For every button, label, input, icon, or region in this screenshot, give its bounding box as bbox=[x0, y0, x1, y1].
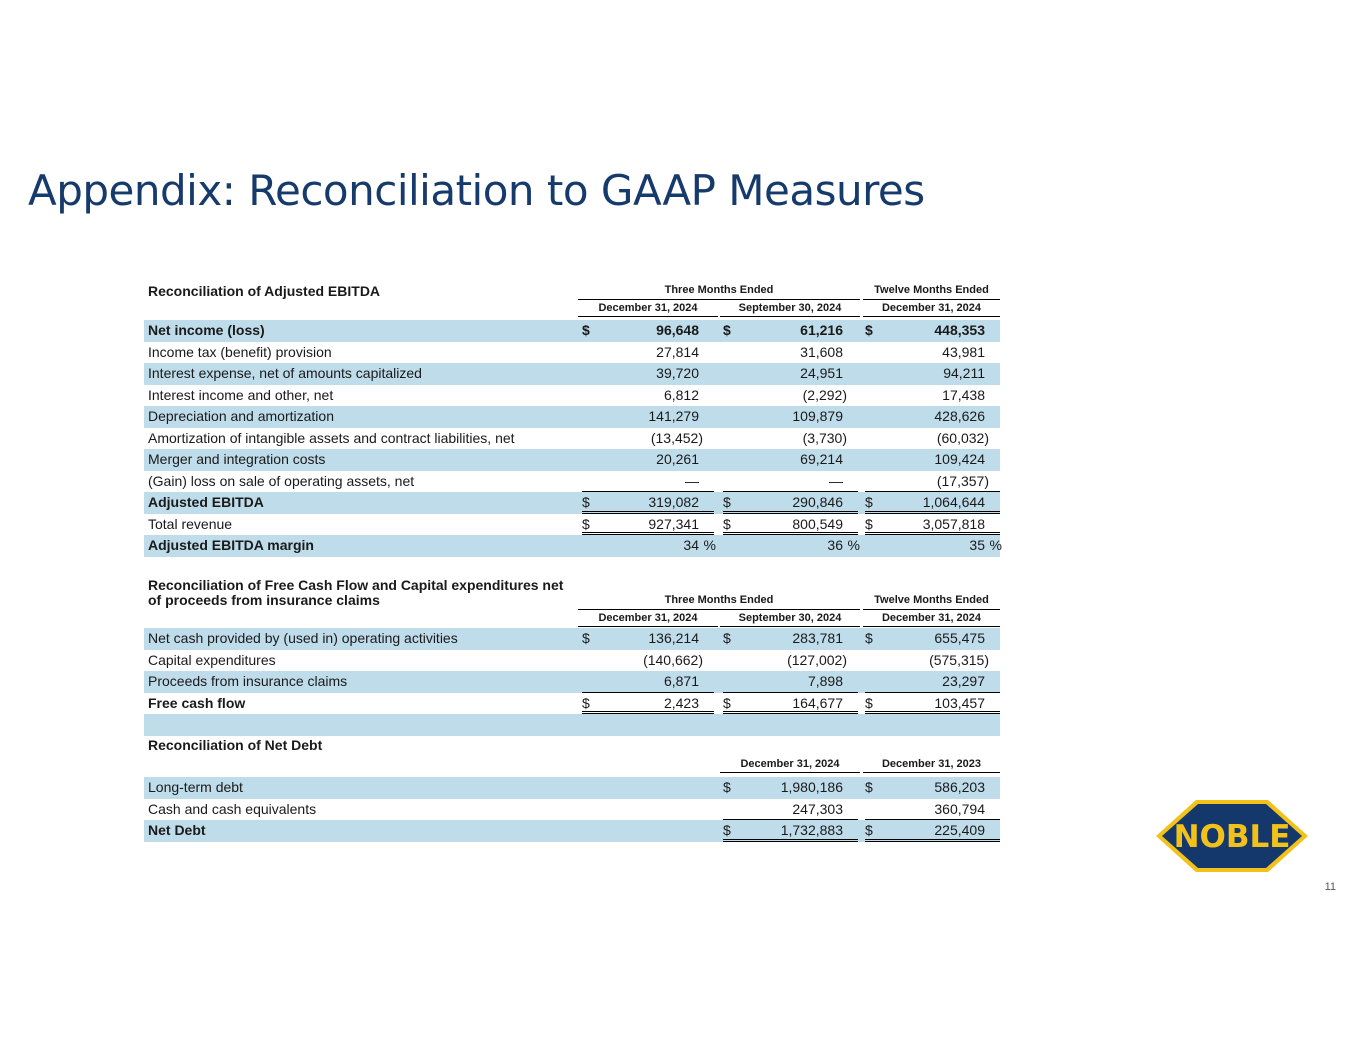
value-cell: — bbox=[685, 472, 699, 489]
table-row bbox=[144, 428, 1000, 450]
value-cell: 247,303 bbox=[792, 800, 843, 817]
netdebt-col2-header: December 31, 2024 bbox=[720, 758, 860, 773]
currency-symbol: $ bbox=[582, 694, 590, 711]
value-cell: 103,457 bbox=[934, 694, 985, 711]
value-cell: 290,846 bbox=[792, 494, 843, 510]
row-label: Interest expense, net of amounts capitalized bbox=[148, 365, 422, 381]
noble-logo bbox=[1154, 798, 1310, 879]
value-cell: 927,341 bbox=[648, 515, 699, 532]
value-cell: 360,794 bbox=[934, 800, 985, 817]
table-row bbox=[144, 693, 1000, 715]
fcf-col3-header: December 31, 2024 bbox=[863, 612, 1000, 627]
logo-text: NOBLE bbox=[1173, 819, 1291, 855]
ebitda-group-twelve: Twelve Months Ended bbox=[863, 284, 1000, 300]
value-cell: 3,057,818 bbox=[922, 515, 985, 532]
currency-symbol: $ bbox=[723, 515, 731, 532]
value-cell: 428,626 bbox=[934, 408, 985, 424]
table-row bbox=[144, 449, 1000, 471]
page-title: Appendix: Reconciliation to GAAP Measures bbox=[28, 166, 925, 215]
row-label: Net cash provided by (used in) operating activities bbox=[148, 630, 458, 646]
currency-symbol: $ bbox=[865, 822, 873, 838]
netdebt-title: Reconciliation of Net Debt bbox=[148, 737, 323, 753]
value-cell: 35 bbox=[969, 537, 985, 553]
row-label: Adjusted EBITDA margin bbox=[148, 537, 314, 553]
value-cell: 109,879 bbox=[792, 408, 843, 424]
value-cell: 43,981 bbox=[942, 343, 985, 360]
value-cell: 96,648 bbox=[656, 322, 699, 338]
value-cell: 319,082 bbox=[648, 494, 699, 510]
row-label: Cash and cash equivalents bbox=[148, 800, 317, 817]
table-row bbox=[144, 385, 1000, 407]
row-label: Free cash flow bbox=[148, 694, 246, 711]
currency-symbol: $ bbox=[723, 779, 731, 795]
table-row bbox=[144, 777, 1000, 799]
table-row bbox=[144, 320, 1000, 342]
value-cell: (2,292) bbox=[802, 386, 847, 403]
currency-symbol: $ bbox=[582, 494, 590, 510]
ebitda-col2-header: September 30, 2024 bbox=[720, 302, 860, 317]
value-cell: 586,203 bbox=[934, 779, 985, 795]
currency-symbol: $ bbox=[723, 822, 731, 838]
value-cell: (13,452) bbox=[650, 429, 703, 446]
currency-symbol: $ bbox=[723, 494, 731, 510]
value-cell: 27,814 bbox=[656, 343, 699, 360]
percent-sign: % bbox=[703, 537, 716, 553]
value-cell: 23,297 bbox=[942, 673, 985, 689]
fcf-col1-header: December 31, 2024 bbox=[578, 612, 718, 627]
table-row bbox=[144, 471, 1000, 493]
row-label: Merger and integration costs bbox=[148, 451, 326, 467]
value-cell: 1,064,644 bbox=[922, 494, 985, 510]
value-cell: 109,424 bbox=[934, 451, 985, 467]
fcf-header bbox=[144, 578, 1000, 628]
netdebt-table bbox=[144, 738, 1000, 842]
row-label: Net Debt bbox=[148, 822, 206, 838]
value-cell: 24,951 bbox=[800, 365, 843, 381]
value-cell: 800,549 bbox=[792, 515, 843, 532]
currency-symbol: $ bbox=[723, 630, 731, 646]
currency-symbol: $ bbox=[723, 322, 731, 338]
value-cell: (140,662) bbox=[643, 651, 703, 668]
currency-symbol: $ bbox=[865, 494, 873, 510]
value-cell: 94,211 bbox=[943, 365, 985, 381]
table-row bbox=[144, 363, 1000, 385]
value-cell: 141,279 bbox=[648, 408, 699, 424]
fcf-col2-header: September 30, 2024 bbox=[720, 612, 860, 627]
fcf-group-twelve: Twelve Months Ended bbox=[863, 594, 1000, 610]
table-row bbox=[144, 671, 1000, 693]
value-cell: 136,214 bbox=[648, 630, 699, 646]
ebitda-table bbox=[144, 282, 1000, 557]
value-cell: 39,720 bbox=[656, 365, 699, 381]
value-cell: 164,677 bbox=[792, 694, 843, 711]
value-cell: (127,002) bbox=[787, 651, 847, 668]
value-cell: 17,438 bbox=[942, 386, 985, 403]
currency-symbol: $ bbox=[865, 694, 873, 711]
spacer-row bbox=[144, 714, 1000, 736]
value-cell: 2,423 bbox=[663, 694, 699, 711]
value-cell: 6,871 bbox=[663, 673, 699, 689]
row-label: Income tax (benefit) provision bbox=[148, 343, 332, 360]
value-cell: (17,357) bbox=[936, 472, 989, 489]
ebitda-col1-header: December 31, 2024 bbox=[578, 302, 718, 317]
netdebt-header bbox=[144, 738, 1000, 777]
table-row bbox=[144, 535, 1000, 557]
row-label: Proceeds from insurance claims bbox=[148, 673, 348, 689]
ebitda-header bbox=[144, 282, 1000, 320]
value-cell: 36 bbox=[827, 537, 843, 553]
row-label: Net income (loss) bbox=[148, 322, 265, 338]
table-row bbox=[144, 514, 1000, 536]
ebitda-group-three: Three Months Ended bbox=[578, 284, 860, 300]
fcf-table bbox=[144, 578, 1000, 736]
row-label: Capital expenditures bbox=[148, 651, 276, 668]
table-row bbox=[144, 406, 1000, 428]
row-label: Adjusted EBITDA bbox=[148, 494, 264, 510]
value-cell: 20,261 bbox=[656, 451, 699, 467]
row-label: Depreciation and amortization bbox=[148, 408, 334, 424]
table-row bbox=[144, 799, 1000, 821]
netdebt-col3-header: December 31, 2023 bbox=[863, 758, 1000, 773]
currency-symbol: $ bbox=[865, 779, 873, 795]
value-cell: 448,353 bbox=[934, 322, 985, 338]
percent-sign: % bbox=[847, 537, 860, 553]
value-cell: — bbox=[829, 472, 843, 489]
value-cell: 69,214 bbox=[800, 451, 843, 467]
ebitda-title: Reconciliation of Adjusted EBITDA bbox=[148, 283, 381, 299]
row-label: Long-term debt bbox=[148, 779, 243, 795]
currency-symbol: $ bbox=[865, 515, 873, 532]
value-cell: (60,032) bbox=[936, 429, 989, 446]
fcf-title: Reconciliation of Free Cash Flow and Capital expenditures net of proceeds from insurance claims bbox=[148, 577, 564, 608]
currency-symbol: $ bbox=[582, 322, 590, 338]
percent-sign: % bbox=[989, 537, 1002, 553]
table-row bbox=[144, 820, 1000, 842]
currency-symbol: $ bbox=[582, 515, 590, 532]
value-cell: 1,732,883 bbox=[780, 822, 843, 838]
row-label: Total revenue bbox=[148, 515, 233, 532]
row-label: Interest income and other, net bbox=[148, 386, 334, 403]
value-cell: 283,781 bbox=[792, 630, 843, 646]
value-cell: 225,409 bbox=[934, 822, 985, 838]
row-label: (Gain) loss on sale of operating assets, net bbox=[148, 472, 415, 489]
value-cell: 7,898 bbox=[807, 673, 843, 689]
value-cell: 34 bbox=[683, 537, 699, 553]
table-row bbox=[144, 342, 1000, 364]
page-number: 11 bbox=[1324, 881, 1336, 893]
table-row bbox=[144, 650, 1000, 672]
row-label: Amortization of intangible assets and contract liabilities, net bbox=[148, 429, 515, 446]
value-cell: (3,730) bbox=[802, 429, 847, 446]
logo-badge-icon bbox=[1154, 798, 1310, 874]
table-row bbox=[144, 492, 1000, 514]
currency-symbol: $ bbox=[582, 630, 590, 646]
value-cell: 655,475 bbox=[934, 630, 985, 646]
value-cell: 6,812 bbox=[663, 386, 699, 403]
currency-symbol: $ bbox=[865, 630, 873, 646]
currency-symbol: $ bbox=[865, 322, 873, 338]
ebitda-col3-header: December 31, 2024 bbox=[863, 302, 1000, 317]
fcf-group-three: Three Months Ended bbox=[578, 594, 860, 610]
value-cell: (575,315) bbox=[929, 651, 989, 668]
value-cell: 1,980,186 bbox=[780, 779, 843, 795]
table-row bbox=[144, 628, 1000, 650]
value-cell: 31,608 bbox=[800, 343, 843, 360]
currency-symbol: $ bbox=[723, 694, 731, 711]
value-cell: 61,216 bbox=[800, 322, 843, 338]
